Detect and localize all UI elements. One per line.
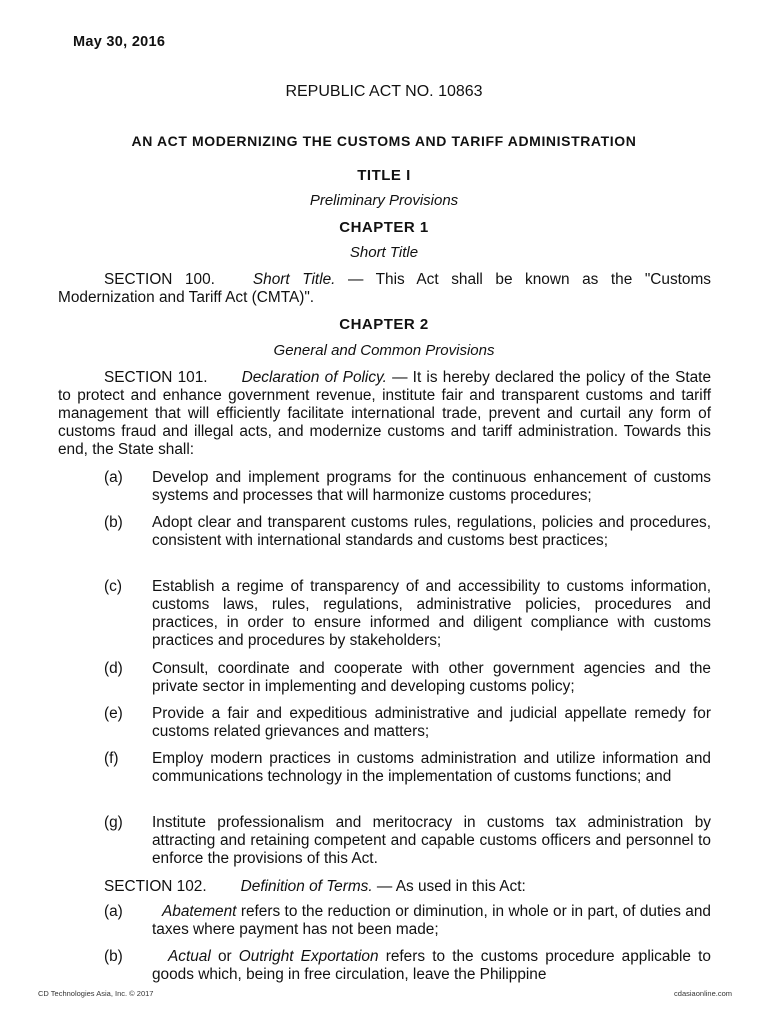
section-100-label: SECTION 100. [104, 271, 215, 288]
list-item: (c) Establish a regime of transparency of and accessibility to customs information, customs laws, rules, regulations, administrative policies, procedures and practices, in order to ensure informed and diligent compliance with customs practices and procedures by stakeholders; [104, 578, 711, 649]
definition-item: (b) Actual or Outright Exportation refers to the customs procedure applicable to goods which, being in free circulation, leave the Philippine [104, 948, 711, 983]
section-102-title: Definition of Terms. [240, 878, 373, 895]
section-101-title: Declaration of Policy. [241, 369, 387, 386]
section-102-label: SECTION 102. [104, 878, 207, 895]
section-100-title: Short Title. [252, 271, 336, 288]
definition-term: Outright Exportation [238, 948, 379, 965]
chapter-1-heading: CHAPTER 1 [339, 219, 429, 236]
section-101 [58, 369, 711, 459]
section-100 [58, 271, 711, 307]
act-title: AN ACT MODERNIZING THE CUSTOMS AND TARIFF ADMINISTRATION [131, 133, 637, 149]
section-102 [58, 878, 711, 896]
list-item: (a) Develop and implement programs for the continuous enhancement of customs systems and processes that will harmonize customs procedures; [104, 469, 711, 504]
document-date: May 30, 2016 [73, 34, 166, 50]
chapter-2-heading: CHAPTER 2 [339, 316, 429, 333]
list-item: (e) Provide a fair and expeditious administrative and judicial appellate remedy for customs related grievances and matters; [104, 705, 711, 740]
section-101-text: — It is hereby declared the policy of the State to protect and enhance government revenue, institute fair and transparent customs and tariff management that will efficiently facilitate international trade, prevent and curtail any form of customs fraud and illegal acts, and modernize customs and tariff administration. Towards this end, the State shall: [58, 369, 712, 458]
list-item: (f) Employ modern practices in customs administration and utilize information and communications technology in the implementation of customs functions; and [104, 750, 711, 785]
section-101-label: SECTION 101. [104, 369, 208, 386]
chapter-1-subtitle: Short Title [349, 244, 419, 261]
footer-website: cdasiaonline.com [674, 989, 732, 998]
definition-term: Actual [168, 948, 211, 965]
list-item: (d) Consult, coordinate and cooperate with other government agencies and the private sector in implementing and developing customs policy; [104, 660, 711, 695]
definition-item: (a) Abatement refers to the reduction or diminution, in whole or in part, of duties and taxes where payment has not been made; [104, 903, 711, 938]
list-item: (g) Institute professionalism and meritocracy in customs tax administration by attracting and retaining competent and capable customs officers and personnel to enforce the provisions of this Act. [104, 814, 711, 867]
republic-act-number: REPUBLIC ACT NO. 10863 [285, 83, 483, 100]
section-102-text: — As used in this Act: [372, 878, 526, 895]
section-100-text: — This Act shall be known as the "Customs Modernization and Tariff Act (CMTA)". [58, 271, 711, 306]
title-subtitle: Preliminary Provisions [309, 192, 459, 209]
definition-term: Abatement [162, 903, 237, 920]
list-item: (b) Adopt clear and transparent customs rules, regulations, policies and procedures, consistent with international standards and customs best practices; [104, 514, 711, 549]
footer-copyright: CD Technologies Asia, Inc. © 2017 [38, 989, 154, 998]
chapter-2-subtitle: General and Common Provisions [273, 342, 495, 359]
title-heading: TITLE I [357, 167, 411, 184]
